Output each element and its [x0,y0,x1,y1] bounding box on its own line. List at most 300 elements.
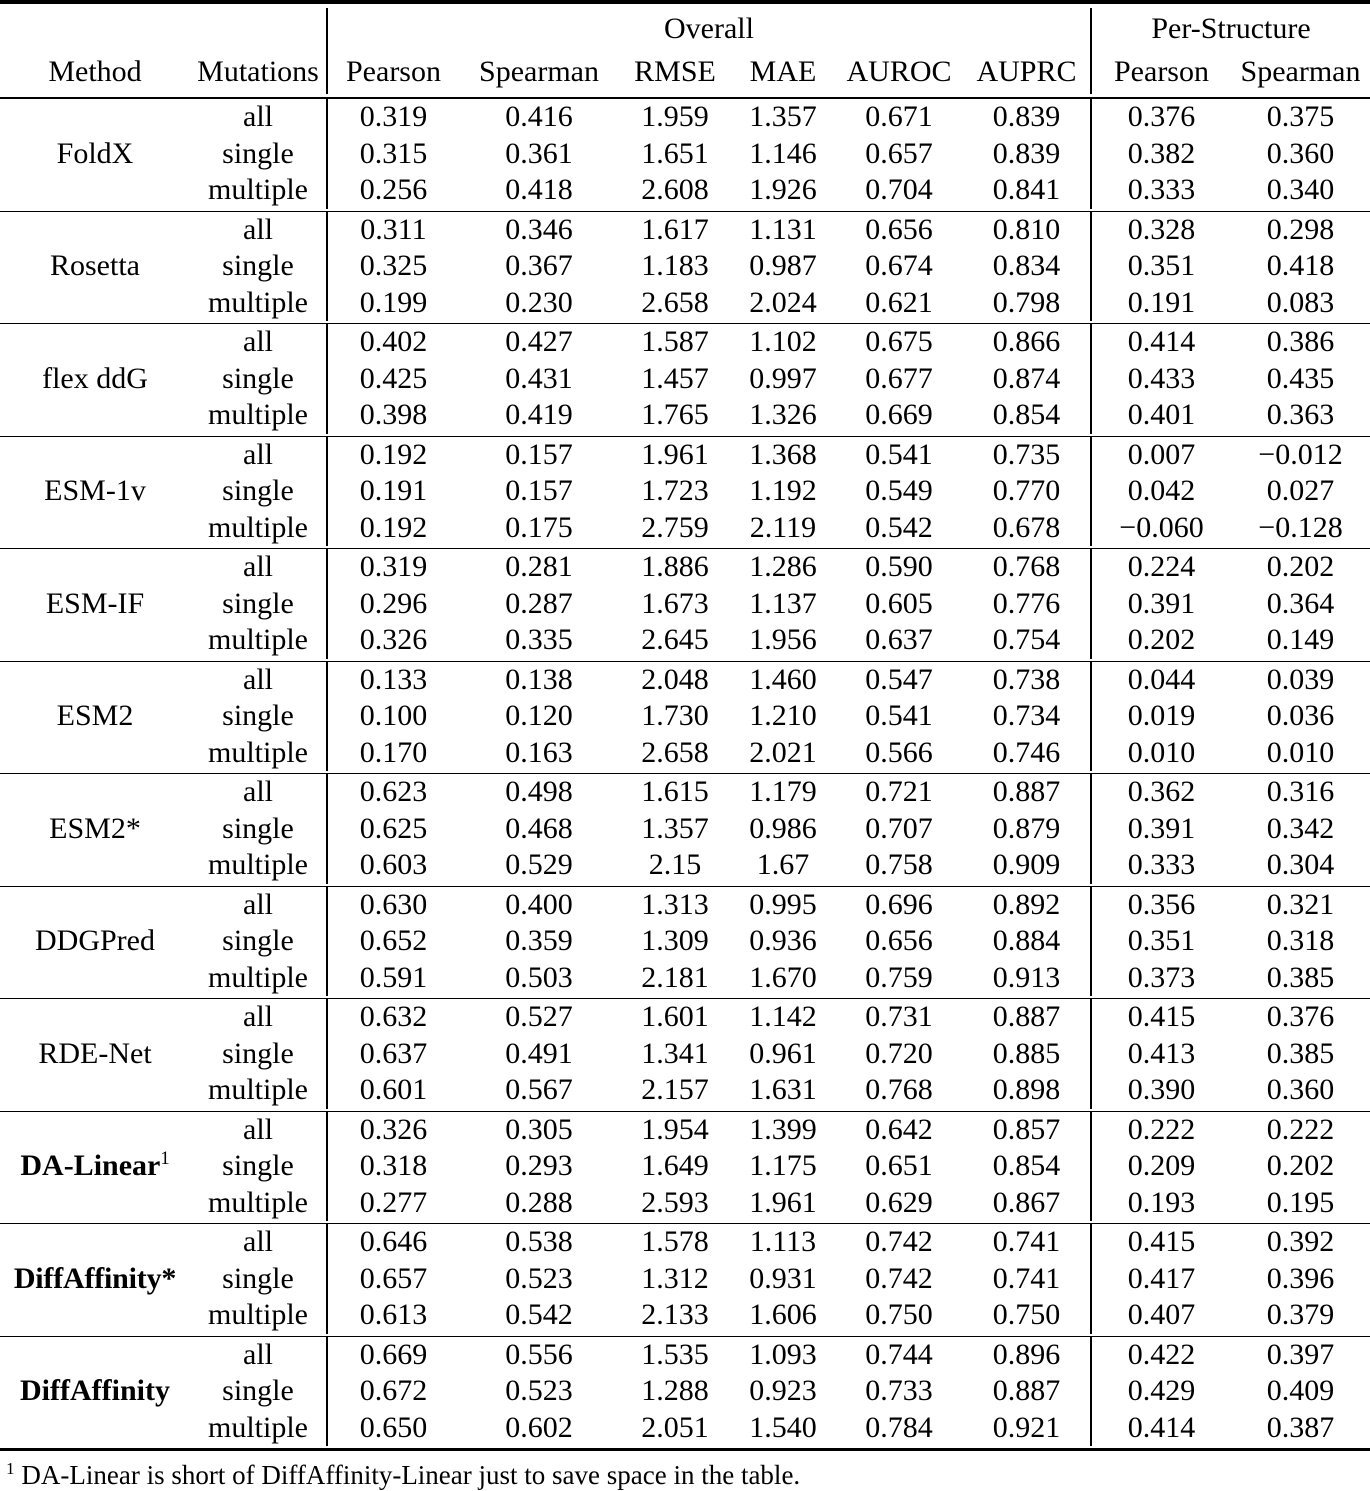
cell-mae: 1.175 [749,1149,817,1183]
cell-auroc: 0.744 [865,1337,933,1371]
cell-auprc: 0.885 [992,1036,1061,1070]
cell-auroc: 0.742 [865,1261,933,1295]
mutation-type-cell: single [222,1374,294,1408]
method-label [0,1224,190,1334]
cell-auprc: 0.768 [992,550,1061,584]
cell-perstructure-pearson: 0.414 [1091,324,1231,361]
cell-overall-spearman: 0.602 [505,1410,573,1444]
cell-auroc: 0.768 [865,1073,933,1107]
cell-overall-pearson: 0.277 [327,1185,459,1222]
mutation-type-cell: multiple [208,735,308,769]
cell-overall-spearman: 0.157 [505,474,573,508]
cell-overall-spearman: 0.529 [505,848,573,882]
cell-auroc: 0.656 [865,212,933,246]
mutation-type-cell: single [222,586,294,620]
cell-perstructure-spearman: 0.364 [1266,586,1335,620]
cell-overall-spearman: 0.523 [505,1261,573,1295]
cell-rmse: 1.578 [641,1225,709,1259]
mutation-type-cell: all [243,662,273,696]
cell-perstructure-pearson: 0.433 [1091,361,1231,398]
cell-overall-spearman: 0.416 [505,100,573,134]
cell-auprc: 0.867 [992,1185,1061,1219]
table-row [0,1336,1370,1373]
mutation-type-cell: single [222,249,294,283]
table-row [0,136,1370,173]
method-label [0,1336,190,1446]
cell-auroc: 0.704 [865,173,933,207]
cell-auprc: 0.678 [992,510,1061,544]
cell-perstructure-spearman: 0.036 [1266,699,1335,733]
table-row [0,1072,1370,1109]
table-row [0,361,1370,398]
cell-overall-pearson: 0.192 [327,510,459,547]
cell-perstructure-pearson: 0.356 [1091,886,1231,923]
cell-overall-spearman: 0.542 [505,1298,573,1332]
table-row [0,1185,1370,1222]
cell-rmse: 1.765 [641,398,709,432]
cell-perstructure-pearson: 0.414 [1091,1410,1231,1447]
table-footnote [0,1451,1370,1491]
cell-auroc: 0.731 [865,1000,933,1034]
cell-overall-pearson: 0.311 [327,211,459,248]
cell-perstructure-spearman: 0.376 [1266,1000,1335,1034]
cell-overall-spearman: 0.538 [505,1225,573,1259]
cell-overall-spearman: 0.367 [505,249,573,283]
cell-auprc: 0.887 [992,775,1061,809]
table-row [0,510,1370,547]
method-label [0,1111,190,1221]
cell-perstructure-pearson: 0.391 [1091,586,1231,623]
cell-mae: 0.997 [749,361,817,395]
cell-auprc: 0.841 [992,173,1061,207]
cell-overall-pearson: 0.319 [327,98,459,136]
cell-overall-spearman: 0.230 [505,285,573,319]
cell-rmse: 1.651 [641,136,709,170]
cell-rmse: 1.961 [641,437,709,471]
bottom-rule [0,1446,1370,1450]
cell-perstructure-pearson: 0.391 [1091,811,1231,848]
mutation-type-cell: all [243,550,273,584]
cell-mae: 1.606 [749,1298,817,1332]
cell-auprc: 0.921 [992,1410,1061,1444]
cell-mae: 2.021 [749,735,817,769]
table-row [0,847,1370,884]
cell-auprc: 0.857 [992,1112,1061,1146]
table-row [0,1373,1370,1410]
column-header-mae: MAE [749,55,817,88]
mutation-type-cell: single [222,811,294,845]
mutation-type-cell: all [243,1000,273,1034]
cell-mae: 0.923 [749,1374,817,1408]
cell-auprc: 0.854 [992,1149,1061,1183]
method-label [0,436,190,546]
cell-perstructure-spearman: 0.435 [1266,361,1335,395]
cell-mae: 1.131 [749,212,817,246]
cell-perstructure-pearson: 0.328 [1091,211,1231,248]
cell-perstructure-spearman: 0.340 [1266,173,1335,207]
table-row [0,999,1370,1036]
table-row [0,622,1370,659]
cell-mae: 0.936 [749,924,817,958]
cell-perstructure-spearman: 0.342 [1266,811,1335,845]
cell-auprc: 0.834 [992,249,1061,283]
table-row [0,1111,1370,1148]
cell-auprc: 0.887 [992,1374,1061,1408]
cell-overall-spearman: 0.361 [505,136,573,170]
cell-perstructure-spearman: 0.316 [1266,775,1335,809]
cell-overall-pearson: 0.402 [327,324,459,361]
cell-auroc: 0.721 [865,775,933,809]
table-row [0,960,1370,997]
cell-auroc: 0.759 [865,960,933,994]
cell-mae: 1.956 [749,623,817,657]
cell-auprc: 0.770 [992,474,1061,508]
cell-overall-pearson: 0.319 [327,549,459,586]
cell-perstructure-pearson: 0.351 [1091,923,1231,960]
method-name: DDGPred [35,924,155,958]
cell-rmse: 1.357 [641,811,709,845]
cell-rmse: 1.615 [641,775,709,809]
mutation-type-cell: multiple [208,1185,308,1219]
method-name: ESM-IF [45,586,145,620]
mutation-type-cell: multiple [208,398,308,432]
cell-mae: 1.357 [749,100,817,134]
cell-perstructure-spearman: −0.128 [1258,510,1343,544]
cell-overall-pearson: 0.652 [327,923,459,960]
cell-perstructure-pearson: 0.202 [1091,622,1231,659]
cell-overall-pearson: 0.191 [327,473,459,510]
column-header-auprc: AUPRC [976,55,1077,88]
method-label [0,661,190,771]
mutation-type-cell: multiple [208,510,308,544]
cell-perstructure-spearman: 0.222 [1266,1112,1335,1146]
cell-rmse: 1.959 [641,100,709,134]
mutation-type-cell: single [222,1149,294,1183]
cell-overall-pearson: 0.650 [327,1410,459,1447]
method-label [0,211,190,321]
cell-overall-spearman: 0.335 [505,623,573,657]
cell-mae: 0.995 [749,887,817,921]
cell-overall-spearman: 0.503 [505,960,573,994]
cell-auprc: 0.734 [992,699,1061,733]
mutation-type-cell: single [222,1261,294,1295]
cell-auroc: 0.758 [865,848,933,882]
column-header-mutations: Mutations [197,55,319,88]
cell-perstructure-spearman: 0.149 [1266,623,1335,657]
table-row [0,397,1370,434]
cell-auroc: 0.733 [865,1374,933,1408]
mutation-type-cell: all [243,325,273,359]
mutation-type-cell: multiple [208,1073,308,1107]
cell-overall-spearman: 0.523 [505,1374,573,1408]
cell-perstructure-pearson: 0.373 [1091,960,1231,997]
cell-auprc: 0.909 [992,848,1061,882]
cell-perstructure-pearson: 0.422 [1091,1336,1231,1373]
cell-auprc: 0.892 [992,887,1061,921]
cell-overall-spearman: 0.120 [505,699,573,733]
cell-mae: 1.399 [749,1112,817,1146]
cell-perstructure-spearman: 0.385 [1266,1036,1335,1070]
cell-perstructure-pearson: 0.417 [1091,1261,1231,1298]
mutation-type-cell: multiple [208,960,308,994]
cell-auroc: 0.541 [865,699,933,733]
cell-rmse: 1.886 [641,550,709,584]
cell-perstructure-spearman: 0.386 [1266,325,1335,359]
cell-overall-spearman: 0.157 [505,437,573,471]
cell-mae: 1.093 [749,1337,817,1371]
table-row [0,98,1370,136]
cell-auroc: 0.637 [865,623,933,657]
cell-mae: 2.024 [749,285,817,319]
cell-perstructure-pearson: −0.060 [1091,510,1231,547]
cell-overall-pearson: 0.326 [327,622,459,659]
group-header-spacer-method [0,8,190,50]
cell-overall-spearman: 0.138 [505,662,573,696]
cell-auprc: 0.874 [992,361,1061,395]
mutation-type-cell: single [222,1036,294,1070]
cell-mae: 1.67 [756,848,810,882]
cell-overall-spearman: 0.427 [505,325,573,359]
cell-perstructure-spearman: 0.304 [1266,848,1335,882]
cell-perstructure-spearman: 0.321 [1266,887,1335,921]
mutation-type-cell: all [243,1225,273,1259]
cell-mae: 1.192 [749,474,817,508]
table-row [0,886,1370,923]
cell-rmse: 2.181 [641,960,709,994]
cell-auroc: 0.642 [865,1112,933,1146]
cell-auroc: 0.696 [865,887,933,921]
table-row [0,324,1370,361]
cell-auroc: 0.675 [865,325,933,359]
cell-auprc: 0.898 [992,1073,1061,1107]
cell-perstructure-spearman: 0.360 [1266,136,1335,170]
cell-rmse: 1.288 [641,1374,709,1408]
cell-mae: 0.961 [749,1036,817,1070]
cell-auroc: 0.541 [865,437,933,471]
cell-rmse: 1.183 [641,249,709,283]
cell-perstructure-pearson: 0.224 [1091,549,1231,586]
cell-auroc: 0.629 [865,1185,933,1219]
table-row [0,1224,1370,1261]
cell-rmse: 2.658 [641,735,709,769]
cell-overall-spearman: 0.527 [505,1000,573,1034]
method-label [0,324,190,434]
group-header-per-structure: Per-Structure [1091,8,1370,50]
cell-perstructure-spearman: 0.392 [1266,1225,1335,1259]
mutation-type-cell: single [222,924,294,958]
table-row [0,735,1370,772]
cell-rmse: 1.601 [641,1000,709,1034]
cell-overall-pearson: 0.591 [327,960,459,997]
cell-rmse: 2.593 [641,1185,709,1219]
table-header [0,2,1370,98]
mutation-type-cell: single [222,699,294,733]
cell-mae: 1.179 [749,775,817,809]
cell-overall-pearson: 0.315 [327,136,459,173]
cell-perstructure-spearman: 0.298 [1266,212,1335,246]
cell-overall-pearson: 0.425 [327,361,459,398]
cell-auprc: 0.879 [992,811,1061,845]
mutation-type-cell: all [243,887,273,921]
cell-perstructure-pearson: 0.333 [1091,847,1231,884]
cell-rmse: 1.587 [641,325,709,359]
cell-overall-spearman: 0.305 [505,1112,573,1146]
column-header-overall-pearson: Pearson [327,50,459,94]
cell-mae: 1.631 [749,1073,817,1107]
cell-perstructure-pearson: 0.390 [1091,1072,1231,1109]
cell-mae: 1.146 [749,136,817,170]
cell-overall-pearson: 0.256 [327,172,459,209]
method-label [0,98,190,209]
cell-perstructure-pearson: 0.413 [1091,1036,1231,1073]
cell-mae: 1.368 [749,437,817,471]
cell-rmse: 1.617 [641,212,709,246]
cell-perstructure-pearson: 0.044 [1091,661,1231,698]
cell-rmse: 2.048 [641,662,709,696]
mutation-type-cell: all [243,775,273,809]
cell-auprc: 0.839 [992,100,1061,134]
table-row [0,248,1370,285]
cell-rmse: 2.157 [641,1073,709,1107]
cell-perstructure-pearson: 0.351 [1091,248,1231,285]
cell-mae: 1.137 [749,586,817,620]
column-header-perstructure-pearson: Pearson [1091,50,1231,94]
cell-auroc: 0.677 [865,361,933,395]
column-header-row [0,50,1370,94]
cell-overall-pearson: 0.325 [327,248,459,285]
method-name: Rosetta [50,249,140,283]
cell-auprc: 0.913 [992,960,1061,994]
table-row [0,586,1370,623]
method-label [0,549,190,659]
cell-perstructure-spearman: 0.010 [1266,735,1335,769]
column-header-auroc: AUROC [846,55,952,88]
cell-auprc: 0.738 [992,662,1061,696]
cell-perstructure-pearson: 0.429 [1091,1373,1231,1410]
cell-overall-pearson: 0.601 [327,1072,459,1109]
cell-auroc: 0.651 [865,1149,933,1183]
cell-auroc: 0.784 [865,1410,933,1444]
cell-auprc: 0.776 [992,586,1061,620]
cell-auroc: 0.542 [865,510,933,544]
cell-overall-pearson: 0.170 [327,735,459,772]
cell-auprc: 0.754 [992,623,1061,657]
mutation-type-cell: multiple [208,623,308,657]
cell-rmse: 1.730 [641,699,709,733]
cell-auroc: 0.674 [865,249,933,283]
table-row [0,698,1370,735]
cell-overall-pearson: 0.100 [327,698,459,735]
cell-auroc: 0.750 [865,1298,933,1332]
method-footnote-marker: 1 [160,1148,170,1170]
cell-overall-spearman: 0.288 [505,1185,573,1219]
cell-perstructure-pearson: 0.376 [1091,98,1231,136]
cell-rmse: 1.309 [641,924,709,958]
cell-overall-pearson: 0.625 [327,811,459,848]
cell-overall-spearman: 0.556 [505,1337,573,1371]
cell-rmse: 1.535 [641,1337,709,1371]
cell-auroc: 0.605 [865,586,933,620]
column-header-perstructure-spearman: Spearman [1240,55,1361,88]
cell-auprc: 0.887 [992,1000,1061,1034]
cell-perstructure-spearman: 0.360 [1266,1073,1335,1107]
mutation-type-cell: multiple [208,848,308,882]
cell-overall-pearson: 0.632 [327,999,459,1036]
cell-overall-spearman: 0.567 [505,1073,573,1107]
cell-overall-pearson: 0.646 [327,1224,459,1261]
column-header-rmse: RMSE [634,55,716,88]
cell-overall-spearman: 0.468 [505,811,573,845]
table-row [0,1410,1370,1447]
mutation-type-cell: single [222,136,294,170]
cell-auprc: 0.866 [992,325,1061,359]
cell-perstructure-pearson: 0.415 [1091,999,1231,1036]
cell-perstructure-pearson: 0.407 [1091,1297,1231,1334]
cell-overall-spearman: 0.418 [505,173,573,207]
cell-auroc: 0.621 [865,285,933,319]
method-name: ESM2 [56,699,134,733]
cell-mae: 1.142 [749,1000,817,1034]
cell-perstructure-spearman: 0.318 [1266,924,1335,958]
cell-perstructure-pearson: 0.019 [1091,698,1231,735]
cell-perstructure-pearson: 0.382 [1091,136,1231,173]
group-header-row [0,8,1370,50]
group-header-overall: Overall [327,8,1091,50]
cell-perstructure-spearman: 0.385 [1266,960,1335,994]
cell-auprc: 0.884 [992,924,1061,958]
cell-mae: 1.286 [749,550,817,584]
cell-rmse: 2.759 [641,510,709,544]
table-row [0,436,1370,473]
cell-mae: 0.987 [749,249,817,283]
cell-auprc: 0.750 [992,1298,1061,1332]
cell-perstructure-pearson: 0.415 [1091,1224,1231,1261]
cell-overall-pearson: 0.326 [327,1111,459,1148]
cell-rmse: 2.658 [641,285,709,319]
cell-overall-pearson: 0.199 [327,285,459,322]
cell-perstructure-pearson: 0.010 [1091,735,1231,772]
cell-overall-spearman: 0.175 [505,510,573,544]
cell-mae: 1.926 [749,173,817,207]
cell-mae: 1.113 [749,1225,817,1259]
cell-perstructure-pearson: 0.362 [1091,774,1231,811]
mutation-type-cell: multiple [208,173,308,207]
group-header-spacer-mutations [190,8,327,50]
mutation-type-cell: multiple [208,1298,308,1332]
cell-perstructure-spearman: 0.363 [1266,398,1335,432]
cell-mae: 1.670 [749,960,817,994]
table-row [0,1148,1370,1185]
method-label [0,886,190,996]
cell-rmse: 2.608 [641,173,709,207]
cell-perstructure-spearman: 0.195 [1266,1185,1335,1219]
mutation-type-cell: all [243,1337,273,1371]
cell-rmse: 1.649 [641,1149,709,1183]
cell-overall-pearson: 0.669 [327,1336,459,1373]
cell-auprc: 0.854 [992,398,1061,432]
cell-overall-spearman: 0.491 [505,1036,573,1070]
cell-perstructure-pearson: 0.333 [1091,172,1231,209]
cell-overall-spearman: 0.400 [505,887,573,921]
cell-overall-pearson: 0.192 [327,436,459,473]
method-name: DiffAffinity* [13,1261,177,1295]
cell-auroc: 0.742 [865,1225,933,1259]
method-name: DiffAffinity [20,1374,170,1408]
cell-perstructure-spearman: 0.375 [1266,100,1335,134]
cell-mae: 0.986 [749,811,817,845]
cell-auroc: 0.720 [865,1036,933,1070]
cell-mae: 1.102 [749,325,817,359]
